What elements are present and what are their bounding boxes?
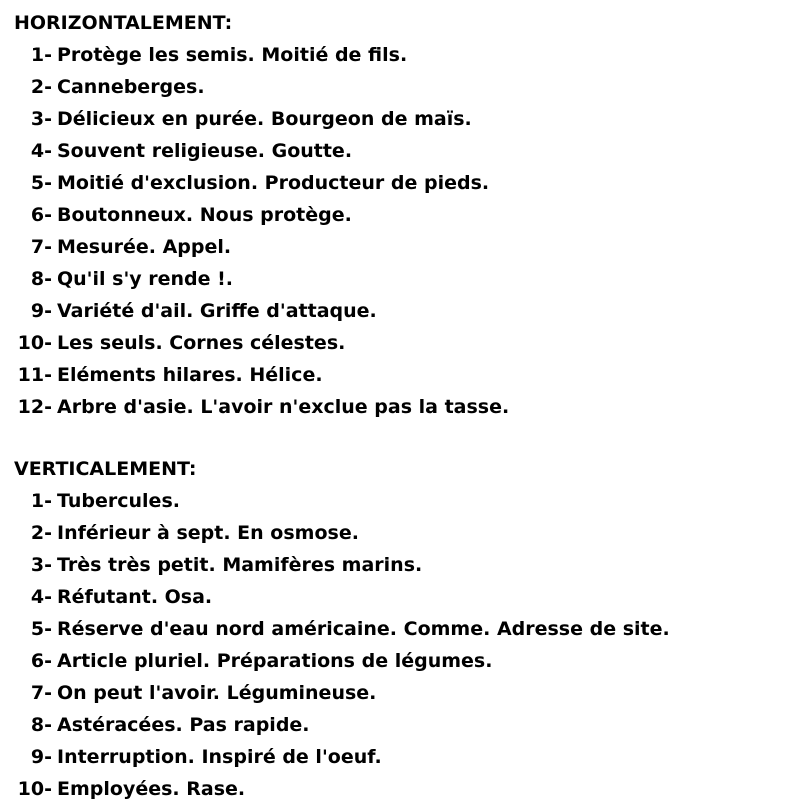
clue-text: Canneberges.: [57, 76, 205, 98]
clue-text: Très très petit. Mamifères marins.: [57, 554, 423, 576]
clue-number: 2-: [30, 76, 52, 98]
clue-text: Employées. Rase.: [57, 778, 246, 800]
clue-text: Protège les semis. Moitié de fils.: [57, 44, 408, 66]
clue-number: 12-: [17, 396, 52, 418]
vertical-clue: [14, 645, 784, 677]
clue-number: 3-: [30, 554, 52, 576]
clue-number: 2-: [30, 522, 52, 544]
section-gap: [14, 423, 784, 453]
vertical-clue: [14, 485, 784, 517]
clue-number: 8-: [30, 268, 52, 290]
clue-text: Mesurée. Appel.: [57, 236, 232, 258]
vertical-clue: [14, 773, 784, 805]
clue-number: 1-: [30, 490, 52, 512]
horizontal-clue: [14, 71, 784, 103]
clue-text: Variété d'ail. Griffe d'attaque.: [57, 300, 377, 322]
clue-text: Tubercules.: [57, 490, 180, 512]
crossword-clues: [14, 7, 784, 805]
clue-text: Arbre d'asie. L'avoir n'exclue pas la tasse.: [57, 396, 510, 418]
vertical-clue: [14, 709, 784, 741]
clue-text: Souvent religieuse. Goutte.: [57, 140, 353, 162]
vertical-clue: [14, 581, 784, 613]
clue-text: Astéracées. Pas rapide.: [57, 714, 310, 736]
clue-number: 7-: [30, 682, 52, 704]
clue-number: 5-: [30, 618, 52, 640]
clue-number: 9-: [30, 300, 52, 322]
clue-text: Eléments hilares. Hélice.: [57, 364, 323, 386]
clue-text: Qu'il s'y rende !.: [57, 268, 234, 290]
clue-number: 10-: [17, 778, 52, 800]
clue-number: 7-: [30, 236, 52, 258]
clue-text: Boutonneux. Nous protège.: [57, 204, 352, 226]
vertical-clue: [14, 677, 784, 709]
horizontal-clue: [14, 167, 784, 199]
vertical-clue: [14, 517, 784, 549]
clue-text: Interruption. Inspiré de l'oeuf.: [57, 746, 382, 768]
clue-text: Article pluriel. Préparations de légumes.: [57, 650, 493, 672]
horizontal-clue: [14, 359, 784, 391]
horizontal-clue: [14, 327, 784, 359]
clue-number: 6-: [30, 650, 52, 672]
horizontal-clue: [14, 103, 784, 135]
clue-number: 9-: [30, 746, 52, 768]
clue-text: Réfutant. Osa.: [57, 586, 213, 608]
clue-number: 11-: [17, 364, 52, 386]
horizontal-clue: [14, 231, 784, 263]
vertical-clue: [14, 613, 784, 645]
horizontal-clue-list: [14, 39, 784, 423]
horizontal-clue: [14, 39, 784, 71]
vertical-clue-list: [14, 485, 784, 805]
vertical-clue: [14, 741, 784, 773]
clue-number: 4-: [30, 586, 52, 608]
clue-number: 1-: [30, 44, 52, 66]
clue-text: Inférieur à sept. En osmose.: [57, 522, 359, 544]
clue-text: On peut l'avoir. Légumineuse.: [57, 682, 377, 704]
clue-text: Réserve d'eau nord américaine. Comme. Adresse de site.: [57, 618, 670, 640]
horizontal-title: HORIZONTALEMENT:: [14, 12, 233, 34]
horizontal-clue: [14, 263, 784, 295]
clue-text: Moitié d'exclusion. Producteur de pieds.: [57, 172, 490, 194]
vertical-title: VERTICALEMENT:: [14, 458, 197, 480]
horizontal-clue: [14, 199, 784, 231]
clue-text: Les seuls. Cornes célestes.: [57, 332, 346, 354]
clue-number: 4-: [30, 140, 52, 162]
clue-number: 6-: [30, 204, 52, 226]
clue-number: 3-: [30, 108, 52, 130]
horizontal-clue: [14, 391, 784, 423]
horizontal-clue: [14, 295, 784, 327]
clue-text: Délicieux en purée. Bourgeon de maïs.: [57, 108, 472, 130]
clue-number: 5-: [30, 172, 52, 194]
vertical-clue: [14, 549, 784, 581]
clue-number: 10-: [17, 332, 52, 354]
clue-number: 8-: [30, 714, 52, 736]
horizontal-clue: [14, 135, 784, 167]
